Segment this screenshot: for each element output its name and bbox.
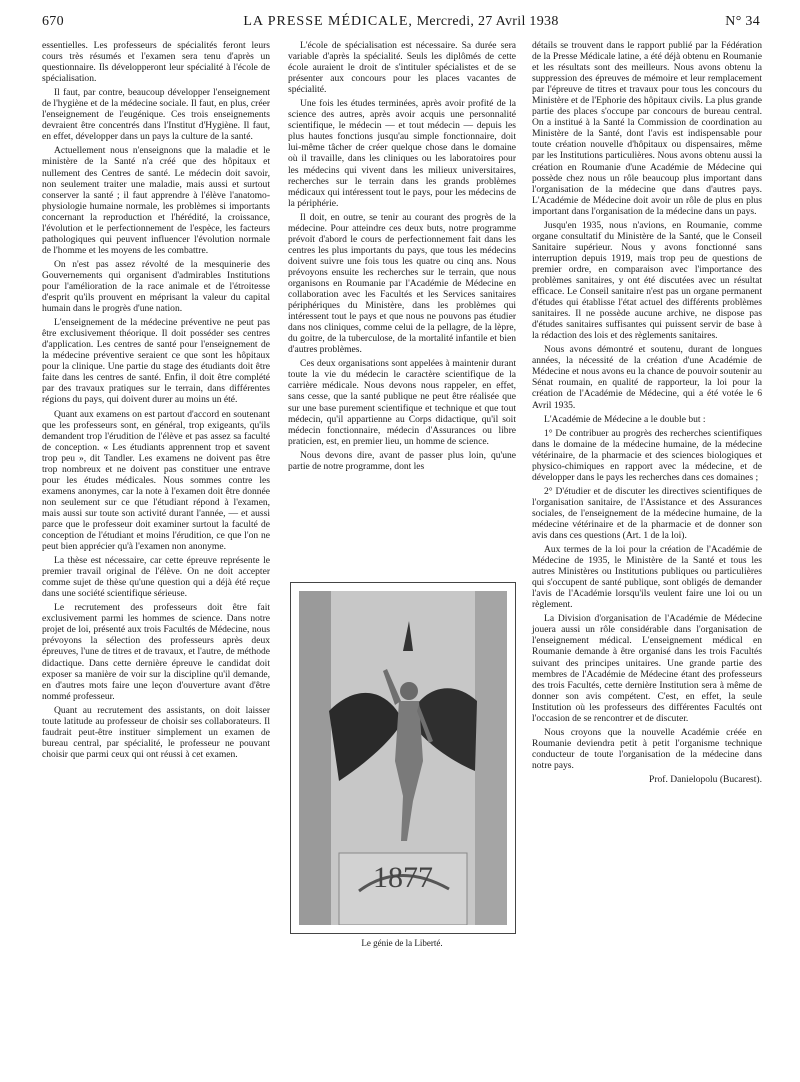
paragraph: Actuellement nous n'enseignons que la maladie et le ministère de la Santé n'a créé que des hôpitaux et nullement des Centres de santé. Le médecin doit savoir, non seulement traiter une maladie, mais aussi et surtout conserver la santé ; il faut apprendre à l'élève l'anatomo-physiologie humaine normale, les problèmes si importants concernant la reproduction et l'hérédité, la croissance, l'évolution et le perfectionnement de l'espèce, les facteurs pathologiques qui peuvent influencer l'évolution normale de l'homme et les moyens de les combattre. (42, 145, 270, 256)
paragraph: Le recrutement des professeurs doit être fait exclusivement parmi les hommes de science. Dans notre projet de loi, présenté aux trois Facultés de Médecine, nous prévoyons la sélection des professeurs après deux épreuves, l'une de titres et de travaux, et l'autre, de méthode didactique. Dans cette dernière épreuve le candidat doit exposer sa manière de voir sur la discipline qu'il demande, en d'autres mots faire une leçon d'ouverture avant d'être nommé professeur. (42, 602, 270, 702)
paragraph: 2° D'étudier et de discuter les directives scientifiques de l'organisation sanitaire, de l'Assistance et des Assurances sociales, de l'enseignement de la médecine humaine, de la médecine vétérinaire et de la pharmacie et de donner son avis dans ces questions (Art. 1 de la loi). (532, 485, 762, 542)
paragraph: Nous devons dire, avant de passer plus loin, qu'une partie de notre programme, dont les (288, 449, 516, 472)
paragraph: Jusqu'en 1935, nous n'avions, en Roumanie, comme organe consultatif du Ministère de la Santé, que le Conseil Sanitaire supérieur. Nous y avons fonctionné sans interruption depuis 1919, mais trop peu de questions de premier ordre, en comparaison avec l'importance des problèmes sanitaires, y ont été discutées avec un résultat efficace. Le Conseil sanitaire n'est pas un organe permanent d'études qui établisse l'état actuel des différents problèmes sanitaires. Il ne possède aucune archive, ne dispose pas d'études sanitaires suffisantes qui puissent servir de base à la rédaction des lois et des règlements sanitaires. (532, 219, 762, 342)
plaque-year: 1877 (373, 861, 433, 894)
column-middle (288, 40, 516, 585)
paragraph: La thèse est nécessaire, car cette épreuve représente le premier travail original de l'élève. On ne doit accepter comme sujet de thèse qu'une question qui a déjà été reçue dans une société scientifique sérieuse. (42, 555, 270, 600)
statue-photo (299, 591, 507, 925)
column-left (42, 40, 270, 763)
figure (290, 582, 514, 957)
paragraph: Quant au recrutement des assistants, on doit laisser toute latitude au professeur de choisir ses collaborateurs. Il faudrait peut-être instituer simplement un examen de bureau central, par spécialité, le professeur ne pouvant choisir que parmi ceux qui ont réussi à cet examen. (42, 704, 270, 760)
paragraph: 1° De contribuer au progrès des recherches scientifiques dans le domaine de la médecine humaine, de la médecine vétérinaire, de la pharmacie et des sciences biologiques et physico-chimiques en rapport avec la médecine, et de développer dans le pays les recherches dans ces domaines ; (532, 427, 762, 483)
paragraph: L'école de spécialisation est nécessaire. Sa durée sera variable d'après la spécialité. Seuls les diplômés de cette école auraient le droit de s'intituler spécialistes et de se présenter aux concours pour les places vacantes de spécialité. (288, 40, 516, 96)
author-signature: Prof. Danielopolu (Bucarest). (649, 774, 762, 785)
paragraph: La Division d'organisation de l'Académie de Médecine jouera aussi un rôle considérable dans l'organisation de l'enseignement médical. L'enseignement médical en Roumanie demande à être organisé dans les trois Facultés suivant des principes unitaires. Une grande partie des membres de l'Académie de Médecine étant des professeurs des trois Facultés, cette dernière Institution sera à même de donner son avis compétent. C'est, en effet, la seule Institution où les professeurs des différentes Facultés ont l'occasion de se rencontrer et de discuter. (532, 613, 762, 724)
paragraph: Quant aux examens on est partout d'accord en soutenant que les professeurs sont, en général, trop exigeants, qu'ils demandent trop l'érudition de l'élève et pas assez sa faculté de conception. « Les étudiants apprennent trop et savent trop peu », dit Tandler. Les examens ne doivent pas être trop nombreux et ne doivent pas constituer une entrave pour les études médicales. Nous sommes contre les examens anonymes, car la note à l'examen doit être donnée non seulement sur ce que l'étudiant répond à l'examen, mais aussi sur toute son activité durant l'année, — et aussi parce que le professeur doit examiner surtout la faculté de conception de l'étudiant et moins l'érudition, ce que l'on ne peut bien apprécier qu'à l'examen non anonyme. (42, 408, 270, 553)
issue-date: Mercredi, 27 Avril 1938 (416, 14, 559, 29)
paragraph: Nous croyons que la nouvelle Académie créée en Roumanie deviendra petit à petit l'organisme technique conducteur de toute l'organisation de la médecine dans notre pays. (532, 726, 762, 771)
column-right (532, 40, 762, 785)
page-header (42, 12, 760, 34)
figure-frame (290, 582, 516, 934)
paragraph: Il faut, par contre, beaucoup développer l'enseignement de l'hygiène et de la médecine sociale. Il faut, en plus, créer l'enseignement de l'eugénique. Ces trois enseignements devraient être concentrés dans l'Institut d'Hygiène. Il faut, en effet, développer dans un pays la culture de la santé. (42, 87, 270, 143)
paragraph: détails se trouvent dans le rapport publié par la Fédération de la Presse Médicale latine, a été déjà obtenu en Roumanie et les résultats sont des meilleurs. Nous avons obtenu la suppression des épreuves de mémoire et leur remplacement par l'épreuve de titres et travaux pour tous les concours du Ministère et de l'Ephorie des hôpitaux civils. La plus grande partie des places s'occupe par concours de bureau central. On a institué à la Santé la Commission de coordination au Ministère de la Santé, dont l'avis est indispensable pour toute création nouvelle d'hôpitaux ou dispensaires, même par les Institutions particulières. Nous avons obtenu aussi la création en Roumanie d'une Académie de Médecine qui possède chez nous un rôle beaucoup plus important dans l'organisation de la médecine que dans d'autres pays. L'Académie de Médecine doit avoir un rôle de plus en plus important dans l'organisation de la médecine dans un pays. (532, 40, 762, 217)
page-number: 670 (42, 14, 64, 29)
issue-number: N° 34 (725, 14, 760, 29)
paragraph: Ces deux organisations sont appelées à maintenir durant toute la vie du médecin le caractère scientifique de la carrière médicale. Nous devons nous rappeler, en effet, sans cesse, que la santé publique ne peut être réalisée que sur une base purement scientifique et technique et que tout médecin, qu'il appartienne au Corps didactique, qu'il soit médecin fonctionnaire, médecin d'Assurances ou libre praticien, est, en premier lieu, un homme de science. (288, 358, 516, 447)
figure-caption: Le génie de la Liberté. (361, 938, 443, 948)
running-title (42, 14, 760, 30)
paragraph: essentielles. Les professeurs de spécialités feront leurs cours très résumés et l'examen sera tenu d'après un questionnaire. Ils développeront leur spécialité à l'école de spécialisation. (42, 40, 270, 85)
paragraph: Aux termes de la loi pour la création de l'Académie de Médecine de 1935, le Ministère de la Santé et tous les autres Ministères ou Institutions publiques ou particulières qui s'occupent de santé publique, sont obligés de demander l'avis de l'Académie lorsqu'ils veulent faire une loi ou un règlement. (532, 544, 762, 611)
paragraph: Nous avons démontré et soutenu, durant de longues années, la nécessité de la création d'une Académie de Médecine et nous avons eu la chance de pouvoir soutenir au Sénat roumain, en qualité de rapporteur, la loi pour la création de l'Académie de Médecine, qui a été votée le 6 Avril 1935. (532, 344, 762, 411)
paragraph: Une fois les études terminées, après avoir profité de la science des autres, après avoir acquis une personnalité scientifique, le médecin — et tout médecin — depuis les plus hautes fonctions jusqu'au simple fonctionnaire, doit lui-même tâcher de créer quelque chose dans le domaine où il travaille, dans les cliniques ou les laboratoires pour les médecins qui vivent dans les milieux universitaires, recherches sur le terrain dans les grands problèmes médicaux qui intéressent tout le pays, pour les médecins de la périphérie. (288, 98, 516, 209)
column-middle-text (288, 40, 516, 585)
paragraph: L'Académie de Médecine a le double but : (544, 413, 706, 425)
journal-name: LA PRESSE MÉDICALE, (243, 14, 413, 29)
paragraph: L'enseignement de la médecine préventive ne peut pas être exclusivement théorique. Il doit posséder ses centres d'application. Les centres de santé pour l'enseignement de la médecine préventive seraient ce que sont les hôpitaux pour la clinique. Une partie du stage des étudiants doit être faite dans les centres de santé. Enfin, il doit être complété par des travaux pratiques sur le terrain, dans différentes régions du pays, qui doivent durer au moins un été. (42, 317, 270, 406)
paragraph: On n'est pas assez révolté de la mesquinerie des Gouvernements qui organisent d'admirables Institutions pour l'amélioration de la race animale et de l'étroitesse d'esprit qu'ils prouvent en méprisant la valeur du capital humain dans le progrès d'une nation. (42, 258, 270, 315)
paragraph: Il doit, en outre, se tenir au courant des progrès de la médecine. Pour atteindre ces deux buts, notre programme prévoit d'abord le cours de perfectionnement fait dans les centres les plus importants du pays, que tous les médecins doivent suivre une fois tous les quatre ou cinq ans. Nous prévoyons ensuite les recherches sur le terrain, que nous organisons en Roumanie par l'Académie de Médecine en collaboration avec les Facultés et les Services sanitaires périphériques du Ministère, dans les problèmes qui intéressent tout le pays et que nous ne pouvons pas étudier dans nos cliniques, comme celui de la pellagre, de la lèpre, du goitre, de la tuberculose, de la mortalité infantile et bien d'autres problèmes. (288, 211, 516, 356)
